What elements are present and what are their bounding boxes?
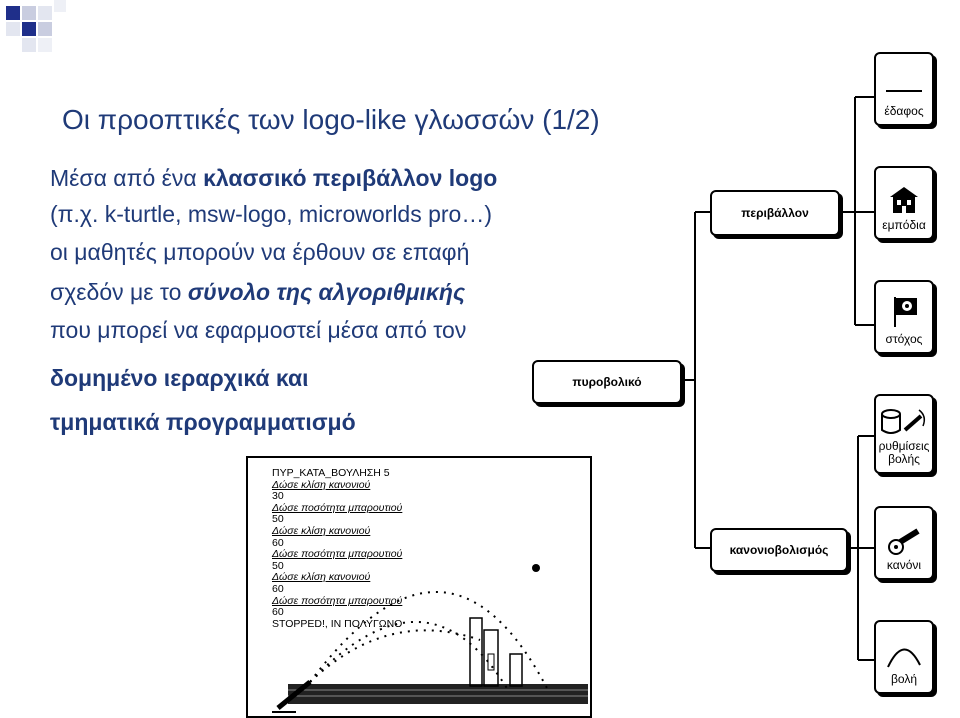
- leaf-ground: [874, 52, 934, 126]
- powder-barrel-icon: [879, 406, 929, 436]
- text-span: σχεδόν με το: [50, 279, 188, 305]
- console-line: 50: [272, 559, 284, 572]
- leaf-obstacles: [874, 166, 934, 240]
- paragraph-line-5: που μπορεί να εφαρμοστεί μέσα από τον: [50, 317, 467, 343]
- console-line: 60: [272, 536, 284, 549]
- leaf-shot: [874, 620, 934, 694]
- tree-node-environment: περιβάλλον: [710, 190, 840, 236]
- console-line: Δώσε ποσότητα μπαρουτιού: [272, 548, 403, 561]
- console-line: ΠΥΡ_ΚΑΤΑ_ΒΟΥΛΗΣΗ 5: [272, 467, 390, 479]
- leaf-label: έδαφος: [884, 104, 924, 118]
- building-icon: [887, 185, 921, 215]
- leaf-label: βολή: [890, 672, 918, 686]
- bold-span: τμηματικά προγραμματισμό: [50, 409, 356, 435]
- console-line: STOPPED!, IN ΠΟΛΥΓΩΝΟ: [272, 617, 403, 630]
- bold-span: δομημένο ιεραρχικά και: [50, 365, 309, 391]
- leaf-firing-settings: [874, 394, 934, 474]
- console-line: 50: [272, 513, 284, 526]
- logo-game-screenshot: [246, 456, 592, 718]
- leaf-label: εμπόδια: [882, 218, 926, 232]
- console-line: Δώσε κλίση κανονιού: [272, 571, 371, 584]
- target-flag-icon: [887, 295, 921, 329]
- game-scene: [248, 458, 590, 716]
- leaf-label: ρυθμίσεις βολής: [878, 439, 930, 466]
- console-line: 60: [272, 606, 284, 619]
- paragraph-line-3: οι μαθητές μπορούν να έρθουν σε επαφή: [50, 239, 470, 265]
- bold-span: κλασσικό περιβάλλον logo: [203, 165, 498, 191]
- console-line: Δώσε ποσότητα μπαρουτιού: [272, 501, 403, 514]
- leaf-target: [874, 280, 934, 354]
- trajectory-icon: [884, 639, 924, 669]
- console-line: Δώσε κλίση κανονιού: [272, 478, 371, 491]
- paragraph-line-2: (π.χ. k-turtle, msw-logo, microworlds pro…): [50, 201, 493, 227]
- leaf-cannon: [874, 506, 934, 580]
- console-line: 30: [272, 490, 284, 503]
- text-span: Μέσα από ένα: [50, 165, 204, 191]
- cannon-icon: [884, 525, 924, 555]
- tree-node-cannonade: κανονιοβολισμός: [710, 528, 848, 572]
- console-line: Δώσε κλίση κανονιού: [272, 524, 371, 537]
- slide-title: Οι προοπτικές των logo-like γλωσσών (1/2): [62, 104, 600, 135]
- console-line: 60: [272, 582, 284, 595]
- console-line: Δώσε ποσότητα μπαρουτιού: [272, 594, 403, 607]
- tree-node-root: πυροβολικό: [532, 360, 682, 404]
- bold-italic-span: σύνολο της αλγοριθμικής: [187, 279, 466, 305]
- leaf-label: κανόνι: [886, 558, 922, 572]
- leaf-label: στόχος: [885, 332, 923, 346]
- ground-icon: [884, 81, 924, 101]
